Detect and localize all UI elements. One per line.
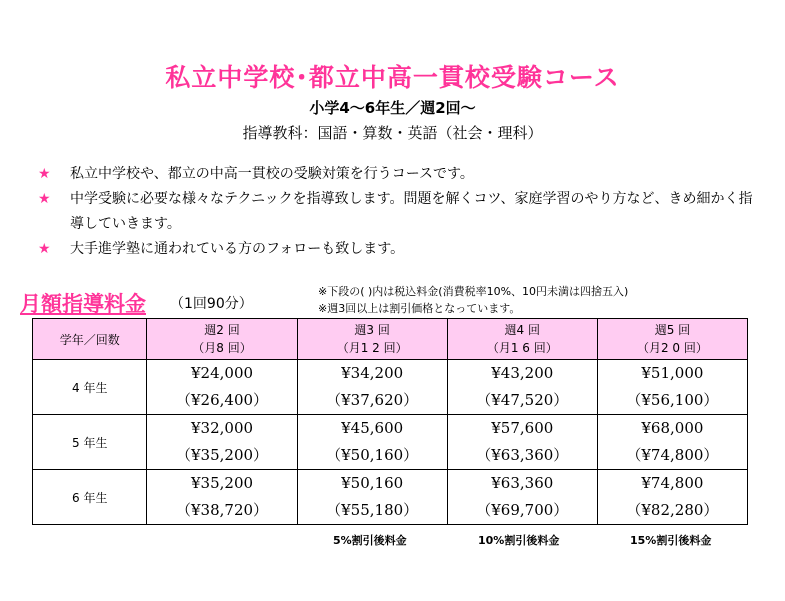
price-with-tax: （¥69,700） bbox=[476, 501, 569, 519]
price: ¥57,600 bbox=[491, 419, 554, 437]
price: ¥45,600 bbox=[341, 419, 404, 437]
price-with-tax: （¥35,200） bbox=[176, 446, 269, 464]
price-with-tax: （¥38,720） bbox=[176, 501, 269, 519]
price: ¥34,200 bbox=[341, 364, 404, 382]
discount-label: 15%割引後料金 bbox=[630, 534, 712, 547]
price-cell bbox=[147, 470, 297, 525]
bullet-text: 中学受験に必要な様々なテクニックを指導致します。問題を解くコツ、家庭学習のやり方など、きめ細かく指導していきます。 bbox=[70, 191, 753, 232]
price-table bbox=[32, 318, 748, 525]
column-header bbox=[297, 319, 447, 360]
tax-note: ※下段の( )内は税込料金(消費税率10%、10円未満は四捨五入) bbox=[318, 285, 629, 298]
price-with-tax: （¥50,160） bbox=[326, 446, 419, 464]
header-frequency: 週3 回 bbox=[354, 323, 390, 337]
bullet-list bbox=[38, 162, 758, 262]
price-with-tax: （¥74,800） bbox=[626, 446, 719, 464]
price: ¥43,200 bbox=[491, 364, 554, 382]
table-row bbox=[33, 470, 748, 525]
price-with-tax: （¥26,400） bbox=[176, 391, 269, 409]
header-monthly: （月1 2 回） bbox=[336, 341, 408, 355]
price: ¥50,160 bbox=[341, 474, 404, 492]
header-frequency: 週4 回 bbox=[504, 323, 540, 337]
table-row bbox=[33, 415, 748, 470]
price: ¥24,000 bbox=[191, 364, 254, 382]
header-frequency: 週2 回 bbox=[204, 323, 240, 337]
discount-label: 5%割引後料金 bbox=[333, 534, 407, 547]
header-monthly: （月8 回） bbox=[192, 341, 252, 355]
price-cell bbox=[447, 470, 597, 525]
header-monthly: （月2 0 回） bbox=[636, 341, 708, 355]
price-with-tax: （¥37,620） bbox=[326, 391, 419, 409]
price: ¥68,000 bbox=[641, 419, 704, 437]
bullet-text: 私立中学校や、都立の中高一貫校の受験対策を行うコースです。 bbox=[70, 166, 474, 182]
price-cell bbox=[297, 360, 447, 415]
price-cell bbox=[297, 470, 447, 525]
price-with-tax: （¥55,180） bbox=[326, 501, 419, 519]
price-with-tax: （¥47,520） bbox=[476, 391, 569, 409]
price: ¥63,360 bbox=[491, 474, 554, 492]
bullet-text: 大手進学塾に通われている方のフォローも致します。 bbox=[70, 241, 405, 257]
list-item bbox=[38, 162, 758, 187]
price-cell bbox=[597, 415, 747, 470]
corner-header: 学年／回数 bbox=[33, 319, 147, 360]
discount-note: ※週3回以上は割引価格となっています。 bbox=[318, 302, 521, 315]
header-monthly: （月1 6 回） bbox=[486, 341, 558, 355]
discount-label: 10%割引後料金 bbox=[478, 534, 560, 547]
price-cell bbox=[597, 360, 747, 415]
grade-label: 4 年生 bbox=[33, 360, 147, 415]
price-cell bbox=[447, 415, 597, 470]
column-header bbox=[597, 319, 747, 360]
price: ¥74,800 bbox=[641, 474, 704, 492]
price: ¥32,000 bbox=[191, 419, 254, 437]
grade-label: 6 年生 bbox=[33, 470, 147, 525]
price: ¥51,000 bbox=[641, 364, 704, 382]
list-item bbox=[38, 187, 758, 237]
price-with-tax: （¥82,280） bbox=[626, 501, 719, 519]
section-title: 月額指導料金 bbox=[20, 292, 146, 316]
star-icon: ★ bbox=[38, 191, 51, 207]
price-cell bbox=[447, 360, 597, 415]
price-cell bbox=[597, 470, 747, 525]
column-header bbox=[447, 319, 597, 360]
price-cell bbox=[147, 415, 297, 470]
header-frequency: 週5 回 bbox=[654, 323, 691, 337]
star-icon: ★ bbox=[38, 166, 51, 182]
price-cell bbox=[147, 360, 297, 415]
page-title: 私立中学校･都立中高一貫校受験コース bbox=[165, 63, 620, 92]
column-header bbox=[147, 319, 297, 360]
course-subtitle: 小学4～6年生／週2回～ bbox=[309, 99, 476, 117]
price-cell bbox=[297, 415, 447, 470]
subjects-line: 指導教科：国語・算数・英語（社会・理科） bbox=[242, 124, 543, 142]
table-row bbox=[33, 360, 748, 415]
list-item bbox=[38, 237, 758, 262]
grade-label: 5 年生 bbox=[33, 415, 147, 470]
star-icon: ★ bbox=[38, 241, 51, 257]
price-with-tax: （¥56,100） bbox=[626, 391, 719, 409]
table-header-row bbox=[33, 319, 748, 360]
price-with-tax: （¥63,360） bbox=[476, 446, 569, 464]
price: ¥35,200 bbox=[191, 474, 254, 492]
section-subtitle: （1回90分） bbox=[170, 296, 253, 312]
